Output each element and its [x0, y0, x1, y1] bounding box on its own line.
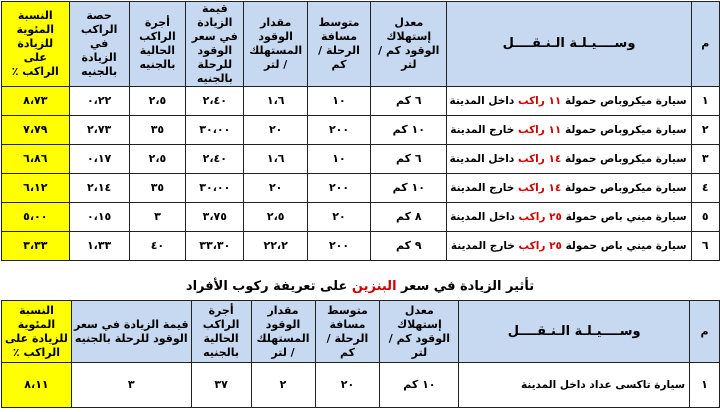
table-row [2, 116, 720, 145]
consumption-cell: ٩ كم [371, 232, 447, 261]
rider-share-cell: ٠،٢٢ [69, 87, 129, 116]
increase-value-cell: ٢،٤٠ [186, 145, 244, 174]
consumption-cell: ١٠ كم [371, 174, 447, 203]
vehicle-name [447, 145, 691, 174]
table-row [2, 232, 720, 261]
taxi-fuel-impact-table [1, 300, 720, 408]
increase-value-cell: ٣٣،٣٠ [186, 232, 244, 261]
increase-value-cell: ٣٠،٠٠ [186, 116, 244, 145]
table-header-row [2, 2, 720, 87]
current-fare-cell: ٣ [129, 203, 186, 232]
header-pct-increase: النسبة المئوية للزيادة على الراكب ٪ [2, 2, 70, 87]
table-row [2, 87, 720, 116]
vehicle-type: سيارة ميكروباص حمولة [564, 153, 687, 165]
increase-value-cell: ٣،٧٥ [186, 203, 244, 232]
consumption-cell: ٦ كم [371, 87, 447, 116]
pct-increase-cell: ٦،١٢ [2, 174, 70, 203]
table-row [2, 363, 720, 408]
header-increase-value: قيمة الزيادة في سعر الوقود للرحلة بالجنيه [71, 301, 191, 363]
header-index: م [690, 301, 720, 363]
header-distance: متوسط مسافة الرحلة / كم [315, 301, 380, 363]
vehicle-capacity: ١٤ راكب [517, 153, 562, 165]
fuel-used-cell: ٢٢،٢ [244, 232, 307, 261]
vehicle-name [447, 87, 691, 116]
header-current-fare: أجرة الراكب الحالية بالجنيه [129, 2, 186, 87]
vehicle-scope: خارج المدينة [450, 124, 515, 136]
increase-value-cell: ٢،٤٠ [186, 87, 244, 116]
pct-increase-cell: ٨،١١ [2, 363, 72, 408]
header-vehicle: وســــيـلـة الـنـقــــل [459, 301, 690, 363]
vehicle-capacity: ١١ راكب [517, 95, 562, 107]
consumption-cell: ٦ كم [371, 145, 447, 174]
increase-value-cell: ٣ [71, 363, 191, 408]
header-index: م [691, 2, 719, 87]
section-title [0, 279, 720, 294]
vehicle-type: سيارة ميكروباص حمولة [564, 95, 687, 107]
pct-increase-cell: ٧،٧٩ [2, 116, 70, 145]
table-row [2, 145, 720, 174]
distance-cell: ١٠ [307, 145, 370, 174]
header-distance: متوسط مسافة الرحلة / كم [307, 2, 370, 87]
fuel-used-cell: ٢٠ [244, 116, 307, 145]
current-fare-cell: ٢،٥ [129, 145, 186, 174]
distance-cell: ٢٠٠ [307, 116, 370, 145]
fuel-impact-table [1, 1, 720, 261]
table-row [2, 174, 720, 203]
rider-share-cell: ١،٣٣ [69, 232, 129, 261]
fuel-used-cell: ١،٦ [244, 145, 307, 174]
row-index: ٣ [691, 145, 719, 174]
vehicle-capacity: ١٤ راكب [517, 182, 562, 194]
header-pct-increase: النسبة المئوية للزيادة على الراكب ٪ [2, 301, 72, 363]
pct-increase-cell: ٨،٧٣ [2, 87, 70, 116]
vehicle-name [447, 116, 691, 145]
section-title-highlight: البنزين [351, 279, 397, 294]
row-index: ٥ [691, 203, 719, 232]
fuel-used-cell: ٢،٥ [244, 203, 307, 232]
vehicle-capacity: ٢٥ راكب [518, 240, 562, 252]
pct-increase-cell: ٣،٣٣ [2, 232, 70, 261]
increase-value-cell: ٣٠،٠٠ [186, 174, 244, 203]
consumption-cell: ١٠ كم [371, 116, 447, 145]
row-index: ٢ [691, 116, 719, 145]
distance-cell: ٢٠ [307, 203, 370, 232]
fuel-used-cell: ٢ [251, 363, 315, 408]
vehicle-type: سيارة ميني باص حمولة [565, 211, 687, 223]
row-index: ١ [691, 87, 719, 116]
vehicle-capacity: ١١ راكب [517, 124, 562, 136]
vehicle-capacity: ٢٥ راكب [518, 211, 562, 223]
vehicle-type: سيارة ميكروباص حمولة [564, 124, 687, 136]
table-row [2, 203, 720, 232]
current-fare-cell: ٢،٥ [129, 87, 186, 116]
consumption-cell: ١٠ كم [380, 363, 459, 408]
table-header-row [2, 301, 720, 363]
vehicle-scope: خارج المدينة [450, 240, 515, 252]
vehicle-name: سيارة تاكسى عداد داخل المدينة [459, 363, 690, 408]
distance-cell: ٢٠٠ [307, 232, 370, 261]
rider-share-cell: ٠،١٥ [69, 203, 129, 232]
header-consumption: معدل إستهلاك الوقود كم / لتر [371, 2, 447, 87]
header-vehicle: وســــيـلـة الـنـقــــل [447, 2, 691, 87]
header-consumption: معدل إستهلاك الوقود كم / لتر [380, 301, 459, 363]
vehicle-scope: خارج المدينة [450, 182, 515, 194]
current-fare-cell: ٣٥ [129, 116, 186, 145]
row-index: ١ [690, 363, 720, 408]
header-rider-share: حصة الراكب في الزيادة بالجنيه [69, 2, 129, 87]
rider-share-cell: ٢،١٤ [69, 174, 129, 203]
header-fuel-used: مقدار الوقود المستهلك / لتر [251, 301, 315, 363]
vehicle-type: سيارة ميني باص حمولة [565, 240, 687, 252]
row-index: ٦ [691, 232, 719, 261]
vehicle-scope: داخل المدينة [449, 95, 515, 107]
vehicle-name [447, 232, 691, 261]
vehicle-scope: داخل المدينة [450, 211, 515, 223]
fuel-used-cell: ٢٠ [244, 174, 307, 203]
row-index: ٤ [691, 174, 719, 203]
header-current-fare: أجرة الراكب الحالية بالجنيه [191, 301, 251, 363]
pct-increase-cell: ٦،٨٦ [2, 145, 70, 174]
current-fare-cell: ٣٧ [191, 363, 251, 408]
rider-share-cell: ٠،١٧ [69, 145, 129, 174]
vehicle-name [447, 174, 691, 203]
section-title-before: تأثير الزيادة في سعر [396, 279, 535, 294]
header-fuel-used: مقدار الوقود المستهلك / لتر [244, 2, 307, 87]
fuel-used-cell: ١،٦ [244, 87, 307, 116]
vehicle-name [447, 203, 691, 232]
pct-increase-cell: ٥،٠٠ [2, 203, 70, 232]
header-increase-value: قيمة الزيادة في سعر الوقود للرحلة بالجنيه [186, 2, 244, 87]
current-fare-cell: ٣٥ [129, 174, 186, 203]
section-title-after: على تعريفة ركوب الأفراد [185, 279, 352, 294]
vehicle-scope: داخل المدينة [449, 153, 515, 165]
consumption-cell: ٨ كم [371, 203, 447, 232]
rider-share-cell: ٢،٧٣ [69, 116, 129, 145]
current-fare-cell: ٤٠ [129, 232, 186, 261]
vehicle-type: سيارة ميكروباص حمولة [564, 182, 687, 194]
distance-cell: ٢٠٠ [307, 174, 370, 203]
distance-cell: ١٠ [307, 87, 370, 116]
distance-cell: ٢٠ [315, 363, 380, 408]
